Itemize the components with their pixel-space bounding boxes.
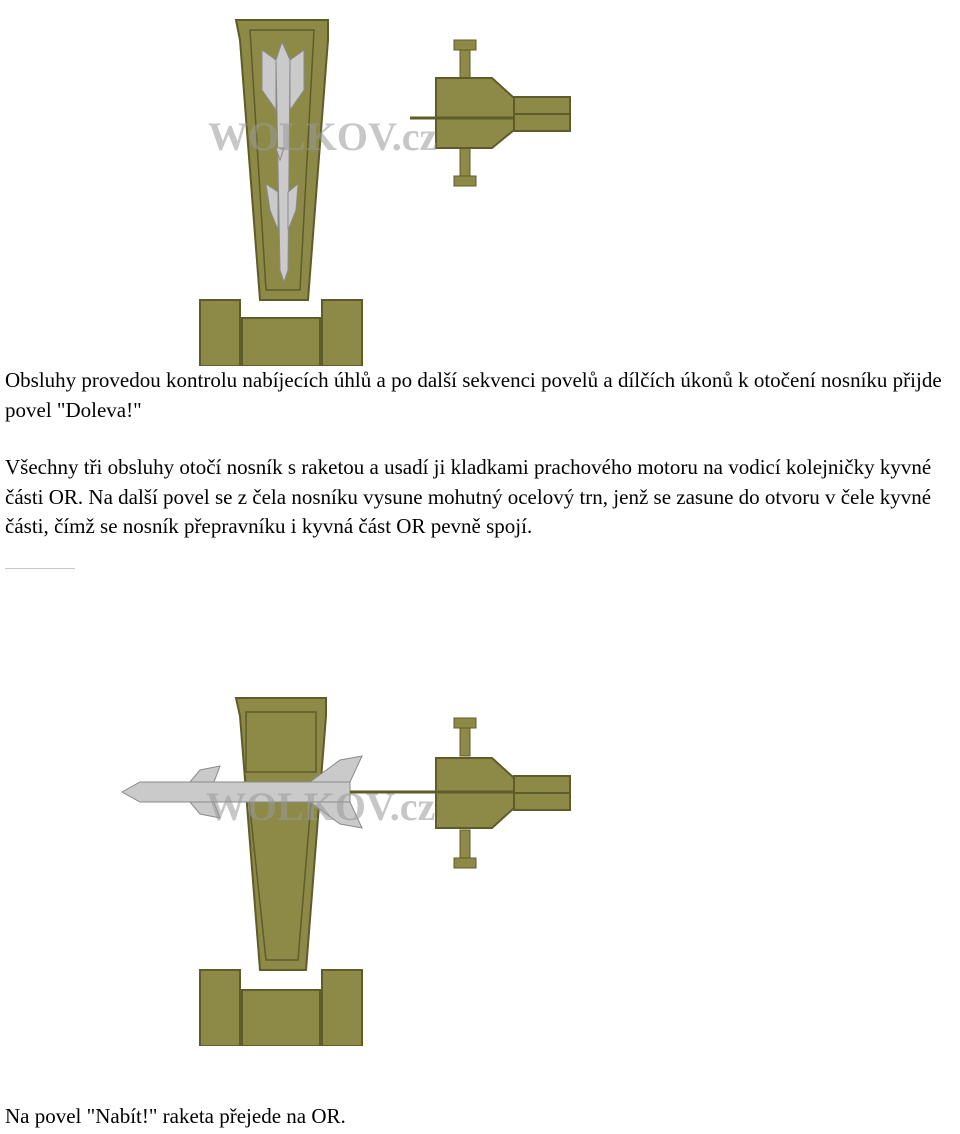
paragraph-2: Všechny tři obsluhy otočí nosník s raketou a usadí ji kladkami prachového motoru na vodicí kolejničky kyvné části OR. Na další povel se z čela nosníku vysune mohutný ocelový trn, jenž se zasune do otvoru v čele kyvné části, čímž se nosník přepravníku i kyvná část OR pevně spojí.: [5, 455, 932, 538]
base-left: [200, 970, 240, 1046]
paragraph-1: Obsluhy provedou kontrolu nabíjecích úhlů a po další sekvenci povelů a dílčích úkonů k otočení nosníku přijde povel "Doleva!": [5, 368, 942, 422]
launcher-arm: [410, 40, 570, 186]
base-center: [242, 318, 320, 366]
figure-launcher-beam-lengthwise: [180, 0, 600, 366]
figure-launcher-beam-rotated: [0, 690, 600, 1046]
base-center: [242, 990, 320, 1046]
watermark: WOLKOV.cz: [208, 114, 438, 159]
paragraph-3: Na povel "Nabít!" raketa přejede na OR.: [5, 1104, 346, 1128]
base-right: [322, 300, 362, 366]
base-left: [200, 300, 240, 366]
base-right: [322, 970, 362, 1046]
watermark: WOLKOV.cz: [206, 784, 436, 829]
divider: [5, 568, 75, 569]
